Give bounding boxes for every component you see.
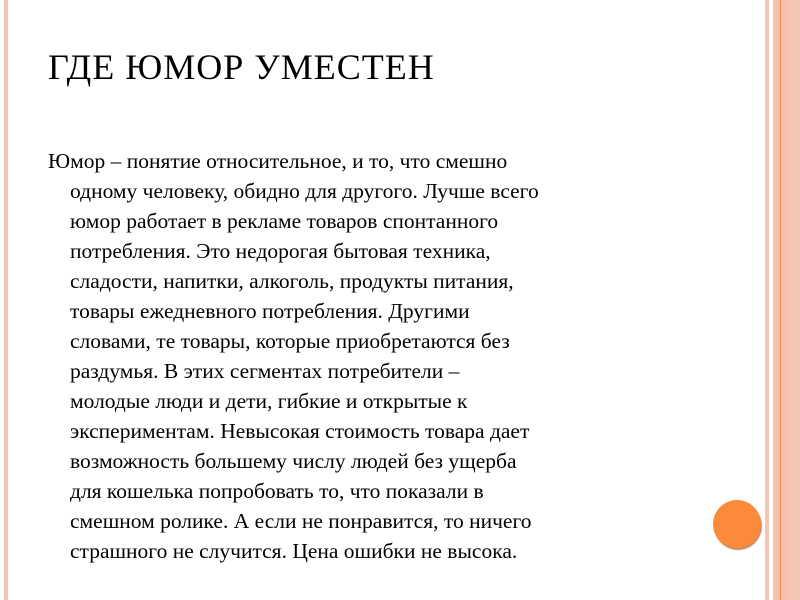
body-line: одному человеку, обидно для другого. Лучше всего [70,179,539,203]
body-line: смешном ролике. А если не понравится, то ничего [70,509,532,533]
body-line: экспериментам. Невысокая стоимость товара дает [70,419,530,443]
body-line: товары ежедневного потребления. Другими [70,299,470,323]
body-line: сладости, напитки, алкоголь, продукты питания, [70,269,514,293]
body-line: страшного не случится. Цена ошибки не высока. [70,539,518,563]
body-line: юмор работает в рекламе товаров спонтанного [70,209,499,233]
right-decorative-stripe [765,0,769,600]
right-decorative-band-inner [788,0,800,600]
left-decorative-stripe [4,0,8,600]
slide-title: ГДЕ ЮМОР УМЕСТЕН [48,47,435,87]
body-line: возможность большему числу людей без ущерба [70,449,517,473]
body-line: словами, те товары, которые приобретаются без [70,329,510,353]
body-line: Юмор – понятие относительное, и то, что смешно [48,149,508,173]
body-line: для кошелька попробовать то, что показали в [70,479,484,503]
body-line: молодые люди и дети, гибкие и открытые к [70,389,468,413]
body-line: раздумья. В этих сегментах потребители – [70,359,460,383]
right-decorative-line [780,0,781,600]
body-line: потребления. Это недорогая бытовая техника, [70,239,491,263]
orange-circle-decoration [713,500,761,548]
slide-body [48,146,539,566]
